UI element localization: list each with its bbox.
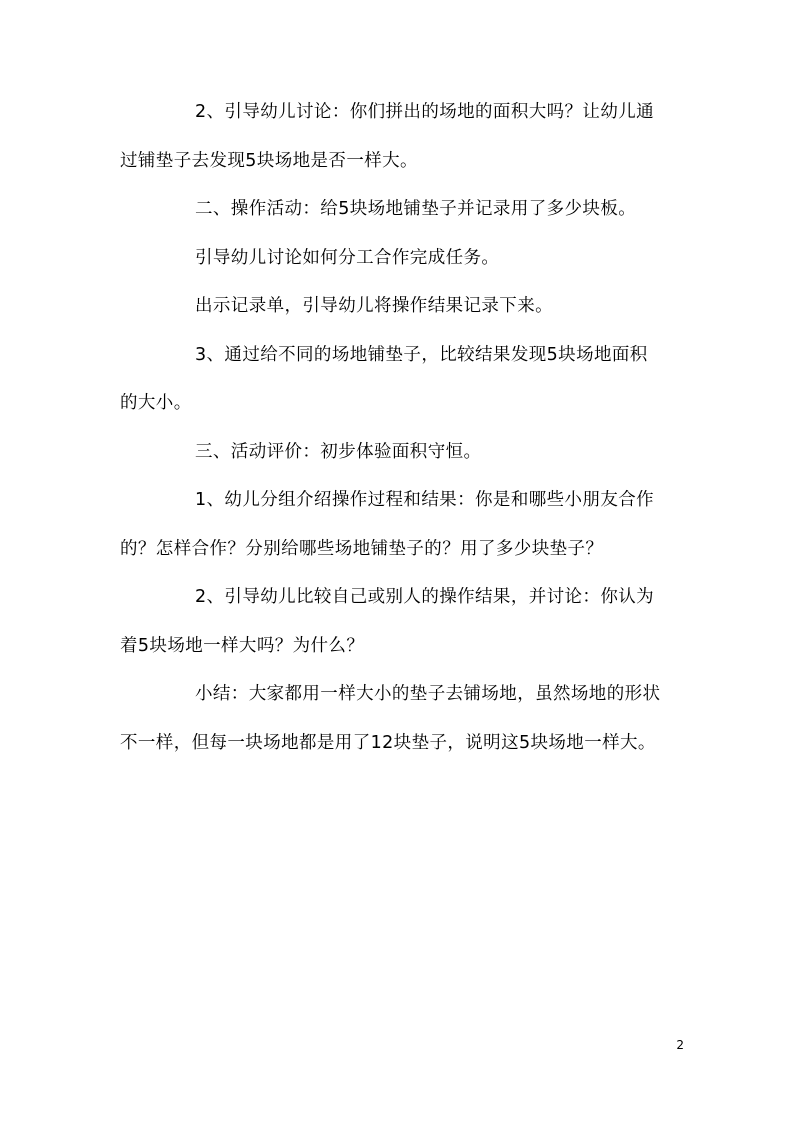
paragraph-line: 2、引导幼儿讨论：你们拼出的场地的面积大吗？让幼儿通 [195, 102, 655, 122]
paragraph-line: 的？怎样合作？分别给哪些场地铺垫子的？用了多少块垫子？ [120, 538, 604, 559]
paragraph-line: 1、幼儿分组介绍操作过程和结果：你是和哪些小朋友合作 [195, 490, 655, 510]
document-body [120, 88, 680, 767]
paragraph-line: 3、通过给不同的场地铺垫子，比较结果发现5块场地面积 [195, 344, 648, 365]
paragraph-line: 过铺垫子去发现5块场地是否一样大。 [120, 150, 418, 171]
paragraph-line: 着5块场地一样大吗？为什么？ [120, 635, 365, 656]
paragraph-line: 小结：大家都用一样大小的垫子去铺场地，虽然场地的形状 [195, 684, 661, 704]
paragraph-line: 出示记录单，引导幼儿将操作结果记录下来。 [195, 296, 553, 316]
paragraph-line: 2、引导幼儿比较自己或别人的操作结果，并讨论：你认为 [195, 587, 655, 607]
section-heading: 二、操作活动：给5块场地铺垫子并记录用了多少块板。 [195, 199, 637, 219]
section-heading: 三、活动评价：初步体验面积守恒。 [195, 441, 482, 462]
paragraph-line: 的大小。 [120, 393, 192, 413]
paragraph-line: 引导幼儿讨论如何分工合作完成任务。 [195, 247, 500, 268]
page-number: 2 [676, 1038, 684, 1052]
paragraph-line: 不一样，但每一块场地都是用了12块垫子，说明这5块场地一样大。 [120, 732, 656, 753]
